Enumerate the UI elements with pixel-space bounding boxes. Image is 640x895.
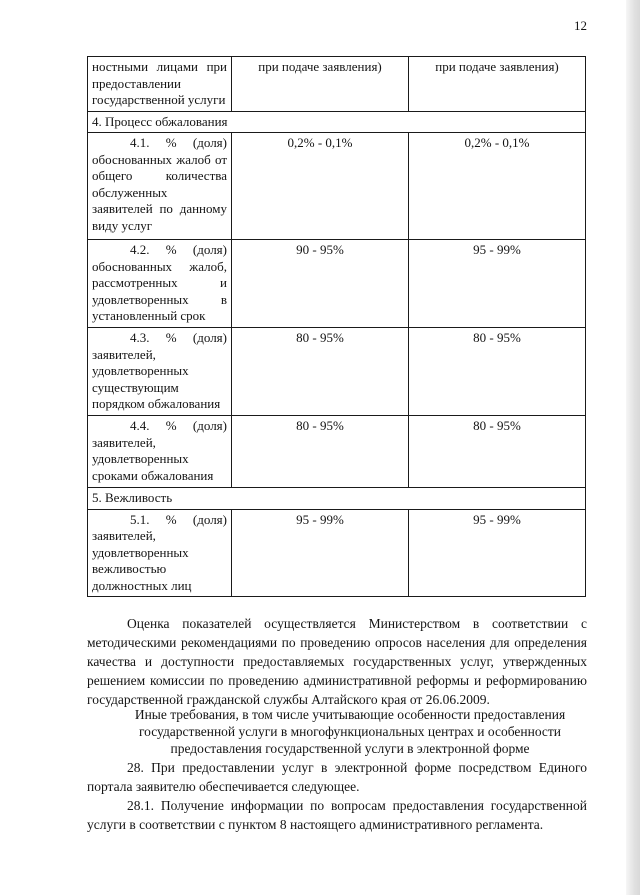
table-cell-value: 95 - 99% — [232, 509, 409, 597]
table-cell-label — [88, 133, 232, 240]
section-title-appeals: 4. Процесс обжалования — [88, 111, 586, 133]
scan-edge-shadow — [626, 0, 640, 895]
section-header-row — [88, 111, 586, 133]
table-cell-value: 80 - 95% — [409, 328, 586, 416]
table-cell-label — [88, 240, 232, 328]
paragraph-text: Оценка показателей осуществляется Министерством в соответствии с методическими рекомендациями по проведению опросов населения для определения качества и доступности предоставляемых государственных услуг, утвержденных решением комиссии по проведению административной реформы и реформированию государственной гражданской службы Алтайского края от 26.06.2009. — [87, 616, 587, 707]
row-label-text: 4.2. % (доля) обоснованных жалоб, рассмотренных и удовлетворенных в установленный срок — [92, 242, 227, 323]
row-label-text: 4.4. % (доля) заявителей, удовлетворенных сроками обжалования — [92, 418, 227, 483]
table-cell-value: 95 - 99% — [409, 240, 586, 328]
table-cell-label — [88, 416, 232, 488]
section-header-row — [88, 488, 586, 510]
table-row — [88, 328, 586, 416]
table-cell-value: 80 - 95% — [232, 416, 409, 488]
table-row — [88, 133, 586, 240]
table-cell-value: 0,2% - 0,1% — [409, 133, 586, 240]
page-number: 12 — [574, 18, 587, 33]
table-cell-value: при подаче заявления) — [232, 57, 409, 112]
table-cell-value: при подаче заявления) — [409, 57, 586, 112]
table-row — [88, 509, 586, 597]
section-heading: Иные требования, в том числе учитывающие особенности предоставления государственной услуги в многофункциональных центрах и особенности предоставления государственной услуги в электронной форме — [134, 707, 566, 756]
table-cell-value: 80 - 95% — [232, 328, 409, 416]
paragraph-28 — [87, 758, 587, 834]
table-cell-value: 90 - 95% — [232, 240, 409, 328]
section-title-politeness: 5. Вежливость — [88, 488, 586, 510]
table-cell-label — [88, 509, 232, 597]
row-label-text: 4.1. % (доля) обоснованных жалоб от общего количества обслуженных заявителей по данному виду услуг — [92, 135, 227, 233]
assessment-paragraph — [87, 614, 587, 709]
table-row — [88, 240, 586, 328]
paragraph-text: 28.1. Получение информации по вопросам предоставления государственной услуги в соответствии с пунктом 8 настоящего административного регламента. — [87, 798, 587, 832]
table-cell-value: 0,2% - 0,1% — [232, 133, 409, 240]
table-cell-label — [88, 328, 232, 416]
table-cell-label: ностными лицами при предоставлении государственной услуги — [88, 57, 232, 112]
quality-indicators-table — [87, 56, 586, 597]
table-cell-value: 95 - 99% — [409, 509, 586, 597]
table-row — [88, 57, 586, 112]
paragraph-text: 28. При предоставлении услуг в электронной форме посредством Единого портала заявителю обеспечивается следующее. — [87, 760, 587, 794]
row-label-text: 4.3. % (доля) заявителей, удовлетворенных существующим порядком обжалования — [92, 330, 227, 411]
row-label-text: 5.1. % (доля) заявителей, удовлетворенных вежливостью должностных лиц — [92, 511, 227, 593]
table-cell-value: 80 - 95% — [409, 416, 586, 488]
table-row — [88, 416, 586, 488]
